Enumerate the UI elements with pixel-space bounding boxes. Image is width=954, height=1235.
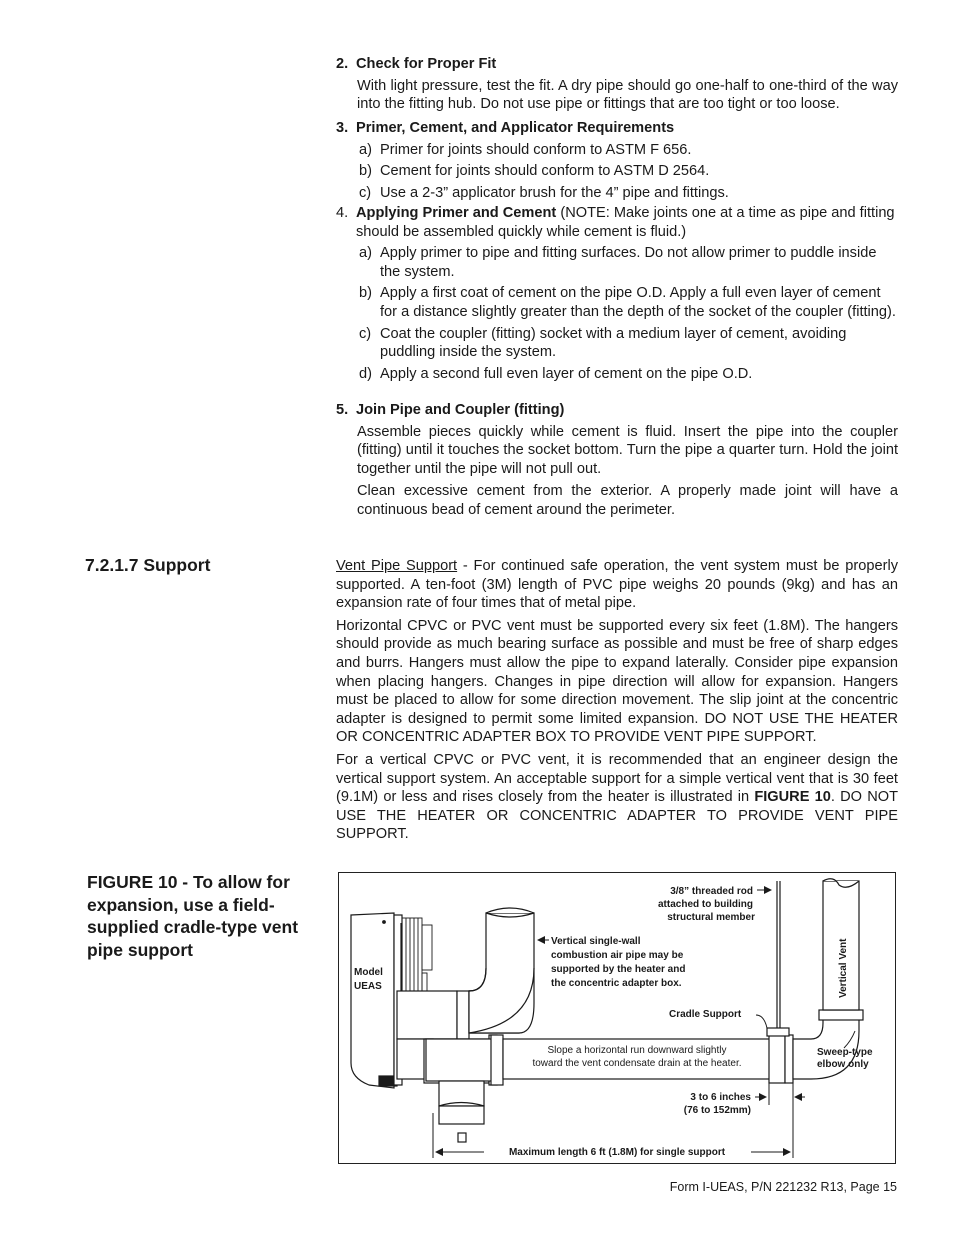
- slope-label-2: toward the vent condensate drain at the heater.: [532, 1058, 742, 1069]
- figure-reference: FIGURE 10: [754, 789, 831, 806]
- sweep-label-1: Sweep-type: [817, 1047, 873, 1058]
- step-4-item-a: a) Apply primer to pipe and fitting surfaces. Do not allow primer to puddle inside the system.: [359, 245, 877, 280]
- model-label: Model: [354, 967, 383, 978]
- step-4: 4. Applying Primer and Cement (NOTE: Make joints one at a time as pipe and fitting should be assembled quickly while cement is fluid.) a) Apply primer to pipe and fitting surfaces. Do not allow primer to puddle inside the system. b) Apply a first coat of cement on the pipe O.D. Apply a full even layer of cement for a distance slightly greater than the depth of the socket of the coupler (fitting). c) Coat the coupler (fitting) socket with a medium layer of cement, avoiding puddling inside the system. d) Apply a second full even layer of cement on the pipe O.D.: [336, 204, 898, 383]
- page-footer: Form I-UEAS, P/N 221232 R13, Page 15: [669, 1180, 897, 1194]
- step-4-note: (NOTE: Make joints one at a time as pipe and fitting should be assembled quickly while cement is fluid.): [356, 205, 895, 240]
- step-5: 5. Join Pipe and Coupler (fitting) Assemble pieces quickly while cement is fluid. Insert the pipe into the coupler (fitting) until it touches the socket bottom. Turn the pipe a quarter turn. Hold the joint together until the pipe will not pull out. Clean excessive cement from the exterior. A properly made joint will have a continuous bead of cement around the perimeter.: [336, 402, 898, 518]
- step-2-title: Check for Proper Fit: [356, 56, 497, 72]
- slope-label-1: Slope a horizontal run downward slightly: [547, 1045, 727, 1056]
- support-para-3: For a vertical CPVC or PVC vent, it is recommended that an engineer design the vertical support system. An acceptable support for a simple vertical vent that is 30 feet (9.1M) or less and rises closely from the heater is illustrated in FIGURE 10. DO NOT USE THE HEATER OR CONCENTRIC ADAPTER TO PROVIDE VENT PIPE SUPPORT.: [336, 751, 898, 843]
- step-3-item-b: b) Cement for joints should conform to ASTM D 2564.: [359, 163, 710, 180]
- max-length-label: Maximum length 6 ft (1.8M) for single support: [508, 1147, 726, 1158]
- cradle-leader: [756, 1015, 767, 1028]
- rod-label-2: attached to building: [658, 899, 753, 910]
- step-4-item-c: c) Coat the coupler (fitting) socket with a medium layer of cement, avoiding puddling inside the system.: [359, 325, 847, 361]
- cradle-label: Cradle Support: [669, 1009, 742, 1020]
- combustion-air-pipe: [469, 908, 534, 1033]
- step-2: 2. Check for Proper Fit With light pressure, test the fit. A dry pipe should go one-half to one-third of the way into the fitting hub. Do not use pipe or fittings that are too tight or too loose.: [336, 56, 898, 113]
- rod-label-1: 3/8” threaded rod: [670, 886, 753, 897]
- vent-tee: [426, 1035, 503, 1142]
- step-5-para-1: Assemble pieces quickly while cement is fluid. Insert the pipe into the coupler (fitting) until it touches the socket bottom. Turn the pipe a quarter turn. Hold the joint together until the pipe will not pull out.: [357, 423, 898, 477]
- air-pipe-label-3: supported by the heater and: [551, 964, 686, 975]
- cradle-support: [767, 881, 789, 1036]
- distance-label-1: 3 to 6 inches: [690, 1092, 751, 1103]
- rod-label-3: structural member: [667, 912, 755, 923]
- step-3-item-a: a) Primer for joints should conform to ASTM F 656.: [359, 141, 692, 158]
- step-3-title: Primer, Cement, and Applicator Requirements: [356, 120, 675, 136]
- vertical-vent-label: Vertical Vent: [838, 938, 849, 998]
- support-para-1: Vent Pipe Support - For continued safe operation, the vent system must be properly supported. A ten-foot (3M) length of PVC pipe weighs 20 pounds (9kg) and has an expansion rate of four times that of metal pipe.: [336, 558, 898, 612]
- air-pipe-label-1: Vertical single-wall: [551, 936, 641, 947]
- figure-10-drawing: [339, 873, 897, 1165]
- support-text: [336, 557, 898, 844]
- heater-unit: [351, 913, 402, 1088]
- step-2-body: With light pressure, test the fit. A dry pipe should go one-half to one-third of the way into the fitting hub. Do not use pipe or fittings that are too tight or too loose.: [357, 77, 898, 113]
- step-4-item-b: b) Apply a first coat of cement on the pipe O.D. Apply a full even layer of cement for a distance slightly greater than the depth of the socket of the coupler (fitting).: [359, 285, 896, 320]
- figure-caption: FIGURE 10 - To allow for expansion, use a field-supplied cradle-type vent pipe support: [87, 872, 299, 960]
- section-heading: 7.2.1.7 Support: [85, 555, 211, 575]
- ueas-label: UEAS: [354, 981, 382, 992]
- figure-10: [338, 872, 896, 1164]
- support-para-2: Horizontal CPVC or PVC vent must be supported every six feet (1.8M). The hangers should provide as much bearing surface as possible and must be free of sharp edges and burrs. Hangers must allow the pipe to expand laterally. Consider pipe expansion when placing hangers. Changes in pipe direction will allow for expansion. Hangers must be placed to allow for some direction movement. The slip joint at the concentric adapter is designed to permit some limited expansion. DO NOT USE THE HEATER OR CONCENTRIC ADAPTER BOX TO PROVIDE VENT PIPE SUPPORT.: [336, 617, 898, 746]
- distance-label-2: (76 to 152mm): [683, 1105, 751, 1116]
- step-5-para-2: Clean excessive cement from the exterior. A properly made joint will have a continuous bead of cement around the perimeter.: [357, 483, 898, 518]
- air-pipe-label-2: combustion air pipe may be: [551, 950, 684, 961]
- step-3: 3. Primer, Cement, and Applicator Requirements a) Primer for joints should conform to ASTM F 656. b) Cement for joints should conform to ASTM D 2564. c) Use a 2-3” applicator brush for the 4” pipe and fittings.: [336, 119, 898, 202]
- vent-pipe-support-lead: Vent Pipe Support: [336, 558, 458, 574]
- step-4-item-d: d) Apply a second full even layer of cement on the pipe O.D.: [359, 365, 753, 382]
- step-3-item-c: c) Use a 2-3” applicator brush for the 4” pipe and fittings.: [359, 184, 729, 201]
- step-5-title: Join Pipe and Coupler (fitting): [356, 402, 565, 418]
- air-pipe-label-4: the concentric adapter box.: [551, 978, 682, 989]
- step-4-title: Applying Primer and Cement: [356, 205, 557, 221]
- sweep-label-2: elbow only: [817, 1059, 869, 1070]
